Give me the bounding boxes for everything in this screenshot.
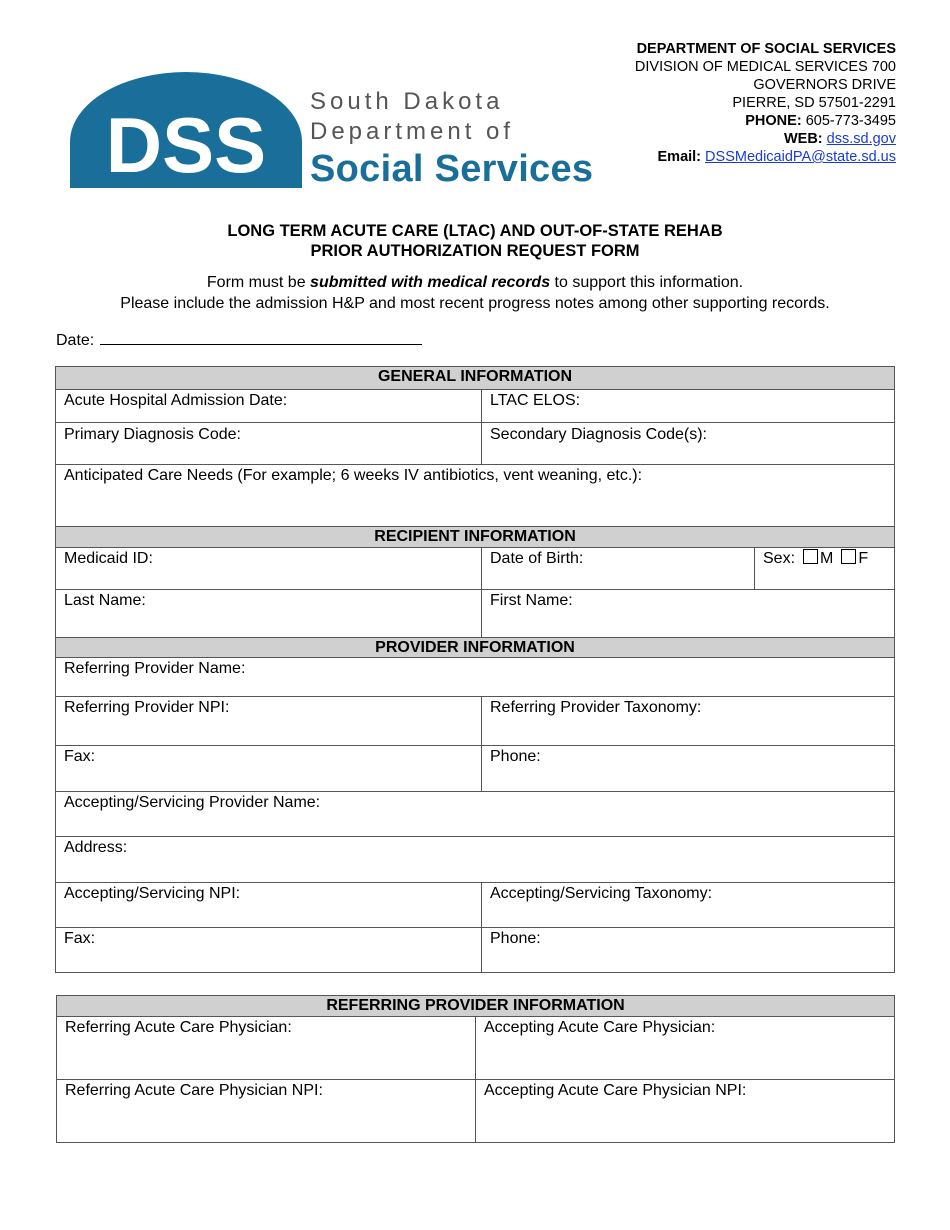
medicaid-id-label: Medicaid ID: (64, 550, 153, 567)
dss-logo-mark (70, 72, 302, 188)
address-label: Address: (64, 839, 128, 856)
last-name-label: Last Name: (64, 592, 146, 609)
email-label: Email: (657, 149, 702, 165)
ltac-elos-field[interactable] (482, 390, 895, 423)
accepting-physician-field[interactable] (476, 1017, 895, 1080)
logo-text-line3: Social Services (310, 148, 594, 190)
email-link[interactable]: DSSMedicaidPA@state.sd.us (705, 149, 896, 165)
form-title (0, 221, 950, 261)
logo-mark-text: DSS (105, 101, 267, 188)
web-line (635, 130, 896, 148)
address-field[interactable] (56, 837, 895, 883)
web-link[interactable]: dss.sd.gov (826, 131, 896, 147)
instructions-suffix: to support this information. (550, 274, 744, 291)
ltac-elos-label: LTAC ELOS: (490, 392, 581, 409)
department-name: DEPARTMENT OF SOCIAL SERVICES (636, 41, 896, 57)
date-input-line[interactable] (100, 328, 422, 345)
division-line: DIVISION OF MEDICAL SERVICES 700 (634, 59, 896, 75)
referring-provider-table (56, 995, 895, 1143)
primary-dx-field[interactable] (56, 423, 482, 465)
secondary-dx-field[interactable] (482, 423, 895, 465)
sex-f-label: F (858, 550, 869, 567)
referring-phone-label: Phone: (490, 748, 541, 765)
accepting-taxonomy-field[interactable] (482, 883, 895, 928)
first-name-label: First Name: (490, 592, 573, 609)
form-title-line2: PRIOR AUTHORIZATION REQUEST FORM (310, 242, 640, 260)
sex-field (755, 548, 895, 590)
referring-provider-info-header: REFERRING PROVIDER INFORMATION (57, 996, 895, 1017)
instructions-line2: Please include the admission H&P and most recent progress notes among other supporting records. (120, 295, 830, 312)
dob-label: Date of Birth: (490, 550, 584, 567)
phone-line (635, 112, 896, 130)
email-line (635, 148, 896, 166)
accepting-npi-field[interactable] (56, 883, 482, 928)
sex-f-checkbox[interactable] (841, 549, 856, 564)
logo-text-line1: South Dakota (310, 88, 504, 115)
acute-admission-date-label: Acute Hospital Admission Date: (64, 392, 288, 409)
care-needs-field[interactable] (56, 465, 895, 527)
accepting-physician-label: Accepting Acute Care Physician: (484, 1019, 716, 1036)
sex-group (763, 548, 894, 568)
instructions-line1 (0, 272, 950, 293)
dob-field[interactable] (482, 548, 755, 590)
recipient-info-header: RECIPIENT INFORMATION (56, 527, 895, 548)
care-needs-label: Anticipated Care Needs (For example; 6 weeks IV antibiotics, vent weaning, etc.): (64, 467, 643, 484)
instructions-prefix: Form must be (206, 274, 311, 291)
referring-provider-taxonomy-label: Referring Provider Taxonomy: (490, 699, 702, 716)
accepting-taxonomy-label: Accepting/Servicing Taxonomy: (490, 885, 713, 902)
phone-label: PHONE: (745, 113, 802, 129)
referring-provider-npi-label: Referring Provider NPI: (64, 699, 230, 716)
city-line: PIERRE, SD 57501-2291 (732, 95, 896, 111)
accepting-npi-label: Accepting/Servicing NPI: (64, 885, 241, 902)
accepting-fax-label: Fax: (64, 930, 96, 947)
acute-admission-date-field[interactable] (56, 390, 482, 423)
main-form-table (55, 366, 895, 973)
accepting-fax-field[interactable] (56, 928, 482, 973)
referring-provider-npi-field[interactable] (56, 697, 482, 746)
instructions-emphasis: submitted with medical records (310, 274, 551, 291)
sex-m-checkbox[interactable] (803, 549, 818, 564)
sex-m-label: M (820, 550, 834, 567)
referring-fax-field[interactable] (56, 746, 482, 792)
sex-label: Sex: (763, 550, 796, 567)
department-address (635, 40, 896, 166)
street-line: GOVERNORS DRIVE (753, 77, 896, 93)
logo-text-line2: Department of (310, 118, 515, 145)
referring-provider-name-field[interactable] (56, 658, 895, 697)
accepting-provider-name-field[interactable] (56, 792, 895, 837)
date-label: Date: (56, 332, 95, 349)
referring-provider-taxonomy-field[interactable] (482, 697, 895, 746)
first-name-field[interactable] (482, 590, 895, 638)
accepting-physician-npi-field[interactable] (476, 1080, 895, 1143)
dss-logo (70, 72, 615, 192)
secondary-dx-label: Secondary Diagnosis Code(s): (490, 426, 707, 443)
last-name-field[interactable] (56, 590, 482, 638)
accepting-phone-field[interactable] (482, 928, 895, 973)
general-info-header: GENERAL INFORMATION (56, 367, 895, 390)
phone-value: 605-773-3495 (805, 113, 896, 129)
provider-info-header: PROVIDER INFORMATION (56, 638, 895, 658)
referring-provider-name-label: Referring Provider Name: (64, 660, 246, 677)
form-title-line1: LONG TERM ACUTE CARE (LTAC) AND OUT-OF-STATE REHAB (227, 222, 723, 240)
referring-physician-label: Referring Acute Care Physician: (65, 1019, 292, 1036)
referring-physician-field[interactable] (57, 1017, 476, 1080)
medicaid-id-field[interactable] (56, 548, 482, 590)
referring-physician-npi-field[interactable] (57, 1080, 476, 1143)
referring-fax-label: Fax: (64, 748, 96, 765)
referring-phone-field[interactable] (482, 746, 895, 792)
accepting-phone-label: Phone: (490, 930, 541, 947)
referring-physician-npi-label: Referring Acute Care Physician NPI: (65, 1082, 323, 1099)
date-field (56, 328, 422, 350)
accepting-physician-npi-label: Accepting Acute Care Physician NPI: (484, 1082, 747, 1099)
web-label: WEB: (783, 131, 823, 147)
accepting-provider-name-label: Accepting/Servicing Provider Name: (64, 794, 321, 811)
primary-dx-label: Primary Diagnosis Code: (64, 426, 241, 443)
form-instructions (0, 272, 950, 314)
